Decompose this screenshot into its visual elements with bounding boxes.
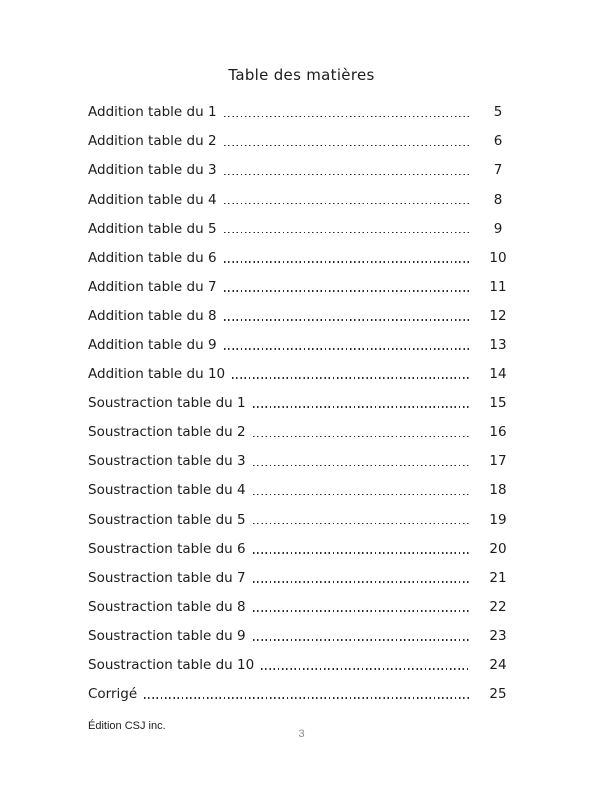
dot-leader [253, 406, 470, 408]
toc-entry-label: Addition table du 8 [88, 307, 217, 324]
dot-leader [224, 145, 470, 147]
toc-entry-page: 15 [489, 395, 507, 412]
toc-row [88, 445, 514, 474]
toc-row [88, 474, 514, 503]
toc-entry-label: Soustraction table du 10 [88, 657, 255, 674]
toc-row [88, 96, 514, 125]
dot-leader [224, 203, 470, 205]
dot-leader [224, 290, 470, 292]
toc-row [88, 358, 514, 387]
dot-leader [144, 697, 470, 699]
toc-entry-label: Addition table du 1 [88, 104, 217, 121]
page-number: 3 [298, 728, 305, 740]
dot-leader [232, 377, 470, 379]
toc-entry-label: Soustraction table du 6 [88, 540, 246, 557]
toc-row [88, 649, 514, 678]
toc-entry-page: 25 [489, 686, 507, 703]
toc-row [88, 154, 514, 183]
toc-row [88, 183, 514, 212]
toc-row [88, 532, 514, 561]
toc-entry-page: 7 [493, 162, 503, 179]
toc-entry-label: Soustraction table du 4 [88, 482, 246, 499]
dot-leader [253, 523, 470, 525]
toc-entry-page: 21 [489, 569, 507, 586]
toc-row [88, 241, 514, 270]
toc-entry-label: Soustraction table du 9 [88, 627, 246, 644]
dot-leader [224, 348, 470, 350]
toc-entry-label: Soustraction table du 3 [88, 453, 246, 470]
toc-entry-label: Addition table du 10 [88, 366, 226, 383]
toc-entry-page: 6 [493, 133, 503, 150]
toc-row [88, 387, 514, 416]
dot-leader [253, 581, 470, 583]
dot-leader [224, 261, 470, 263]
dot-leader [224, 319, 470, 321]
toc-entry-label: Soustraction table du 1 [88, 395, 246, 412]
dot-leader [253, 494, 470, 496]
toc-row [88, 125, 514, 154]
toc-entry-label: Corrigé [88, 686, 138, 703]
toc-entry-label: Addition table du 5 [88, 220, 217, 237]
toc-entry-page: 17 [489, 453, 507, 470]
toc-row [88, 300, 514, 329]
toc-entry-label: Soustraction table du 8 [88, 598, 246, 615]
toc-entry-label: Addition table du 3 [88, 162, 217, 179]
dot-leader [224, 232, 470, 234]
toc-entry-label: Soustraction table du 5 [88, 511, 246, 528]
toc-entry-label: Addition table du 7 [88, 278, 217, 295]
toc-row [88, 416, 514, 445]
toc-entry-label: Soustraction table du 7 [88, 569, 246, 586]
toc-entry-page: 11 [489, 278, 507, 295]
dot-leader [224, 116, 470, 118]
toc-entry-page: 16 [489, 424, 507, 441]
dot-leader [253, 552, 470, 554]
toc-row [88, 503, 514, 532]
toc-entry-page: 23 [489, 627, 507, 644]
toc-entry-label: Addition table du 6 [88, 249, 217, 266]
dot-leader [253, 436, 470, 438]
toc-entry-page: 9 [493, 220, 503, 237]
toc-row [88, 329, 514, 358]
page-footer [0, 718, 603, 748]
toc-row [88, 591, 514, 620]
toc-entry-page: 18 [489, 482, 507, 499]
toc-entry-page: 19 [489, 511, 507, 528]
toc-row [88, 271, 514, 300]
toc-row [88, 562, 514, 591]
toc-row [88, 212, 514, 241]
toc-entry-page: 13 [489, 337, 507, 353]
toc-entry-page: 22 [489, 598, 507, 615]
toc-entry-page: 24 [489, 657, 507, 674]
dot-leader [253, 610, 470, 612]
toc-entry-page: 12 [489, 307, 507, 324]
toc-entry-label: Addition table du 4 [88, 191, 217, 208]
toc-entry-label: Addition table du 2 [88, 133, 217, 150]
dot-leader [253, 639, 470, 641]
toc-entry-page: 8 [493, 191, 503, 208]
page-title: Table des matières [228, 66, 375, 84]
toc-row [88, 678, 514, 707]
toc-row [88, 620, 514, 649]
toc-entry-page: 14 [489, 366, 507, 383]
toc-entry-label: Soustraction table du 2 [88, 424, 246, 441]
dot-leader [253, 465, 470, 467]
edition-label: Édition CSJ inc. [88, 720, 166, 732]
toc-entry-page: 20 [489, 540, 507, 557]
toc-entry-label: Addition table du 9 [88, 337, 217, 353]
toc-entry-page: 10 [489, 249, 507, 266]
toc-list [88, 96, 514, 707]
toc-entry-page: 5 [493, 104, 503, 121]
dot-leader [261, 668, 470, 670]
dot-leader [224, 174, 470, 176]
